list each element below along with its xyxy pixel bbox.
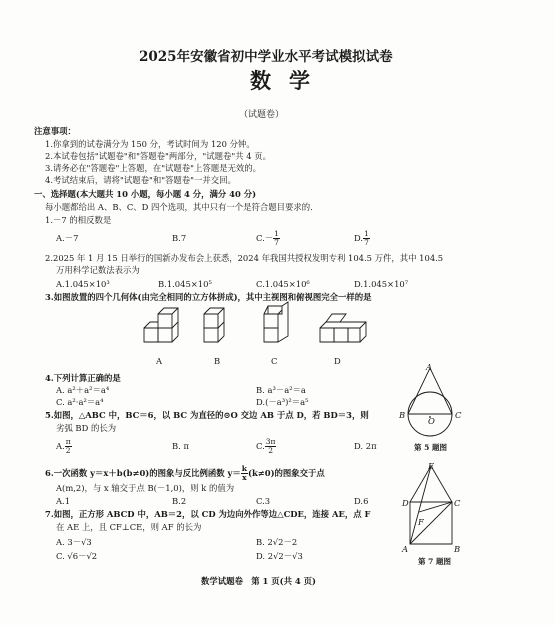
q7-option-c: C. √6－√2 [56,551,98,561]
q7-option-a: A. 3－√3 [56,537,92,547]
section-heading: 一、选择题(本大题共 10 小题，每小题 4 分，满分 40 分) [34,189,257,199]
q6-option-b: B.2 [172,496,187,506]
q4-option-c: C. a²·a²＝a⁴ [56,397,104,407]
q5-figure [400,360,470,435]
q5-option-b: B. π [172,441,189,451]
q5-label-a: A [426,362,433,372]
q3-figure-a [140,308,185,353]
q1-option-d: D. $\frac{1}{7}$ [354,229,369,247]
q5-figure-caption: 第 5 题图 [414,443,447,452]
q4-option-b: B. a³－a²＝a [256,385,306,395]
q2-option-b: B.1.045×10⁵ [158,279,212,289]
q4-option-d: D.(－a³)²＝a⁵ [256,397,309,407]
q2-option-d: D.1.045×10⁷ [354,279,409,289]
notice-item: 2.本试卷包括"试题卷"和"答题卷"两部分，"试题卷"共 4 页。 [45,151,272,161]
q5-label-b: B [399,410,406,420]
q5-label-o: O [428,416,435,426]
q2-option-a: A.1.045×10³ [56,279,110,289]
q3-label-d: D [334,356,341,366]
q1-option-b: B.7 [172,233,187,243]
q6-stem-line1: 6.一次函数 y＝x＋b(b≠0)的图象与反比例函数 y＝ $\frac{k}{x}$ (k≠0)的图象交于点 [45,464,325,482]
q6-option-a: A.1 [56,496,71,506]
q5-option-d: D. 2π [354,441,377,451]
exam-title: 2025年安徽省初中学业水平考试模拟试卷 [139,49,393,65]
q5-stem-line1: 5.如图，△ABC 中，BC＝6，以 BC 为直径的⊙O 交边 AB 于点 D，若 BD＝3，则 [45,410,369,420]
section-intro: 每小题都给出 A、B、C、D 四个选项，其中只有一个是符合题目要求的. [45,202,313,212]
q7-label-e: E [428,461,435,471]
q5-stem-line2: 劣弧 BD 的长为 [56,423,117,433]
q6-option-c: C.3 [256,496,271,506]
q7-stem-line2: 在 AE 上，且 CF⊥CE，则 AF 的长为 [56,522,202,532]
q3-figure-b [200,308,240,353]
q3-label-c: C [271,356,278,366]
q3-figure-d [316,308,366,353]
q7-label-b: B [454,544,461,554]
q4-stem: 4.下列计算正确的是 [45,373,121,383]
q7-figure-caption: 第 7 题图 [418,557,451,566]
q6-stem-line2: A(m,2)，与 x 轴交于点 B(－1,0)，则 k 的值为 [56,483,235,493]
q3-figure-c [260,302,300,354]
q5-option-a: A. $\frac{\pi}{2}$ [56,437,71,455]
notice-item: 1.你拿到的试卷满分为 150 分，考试时间为 120 分钟。 [45,139,255,149]
q3-stem: 3.如图放置的四个几何体(由完全相同的立方体拼成)，其中主视图和俯视图完全一样的是 [45,292,372,302]
q7-label-f: F [418,517,424,527]
q1-option-a: A.－7 [56,233,79,243]
q5-option-c: C. $\frac{3\pi}{2}$ [256,437,276,455]
q2-option-c: C.1.045×10⁶ [256,279,310,289]
q7-label-d: D [402,498,409,508]
notice-item: 4.考试结束后，请将"试题卷"和"答题卷"一并交回。 [45,175,236,185]
q5-label-c: C [455,410,462,420]
notice-heading: 注意事项： [34,126,76,136]
q2-stem-line2: 万用科学记数法表示为 [56,265,140,275]
q4-option-a: A. a²＋a²＝a⁴ [56,385,110,395]
q7-option-b: B. 2√2－2 [256,537,298,547]
q7-label-a: A [402,544,409,554]
q3-label-b: B [214,356,221,366]
q7-option-d: D. 2√2－√3 [256,551,303,561]
page-footer: 数学试题卷 第 1 页(共 4 页) [201,576,316,586]
q2-stem-line1: 2.2025 年 1 月 15 日举行的国新办发布会上获悉，2024 年我国共授权发明专利 104.5 万件，其中 104.5 [45,253,444,263]
subject-title: 数学 [250,68,328,93]
q7-label-c: C [454,498,461,508]
q3-label-a: A [156,356,163,366]
q6-option-d: D.6 [354,496,369,506]
notice-item: 3.请务必在"答题卷"上答题，在"试题卷"上答题是无效的。 [45,163,262,173]
q7-stem-line1: 7.如图，正方形 ABCD 中，AB＝2，以 CD 为边向外作等边△CDE，连接 AE，点 F [45,509,371,519]
q1-stem: 1.－7 的相反数是 [45,215,112,225]
exam-subtitle: （试题卷） [239,110,285,120]
q1-option-c: C.－ $\frac{1}{7}$ [256,229,279,247]
